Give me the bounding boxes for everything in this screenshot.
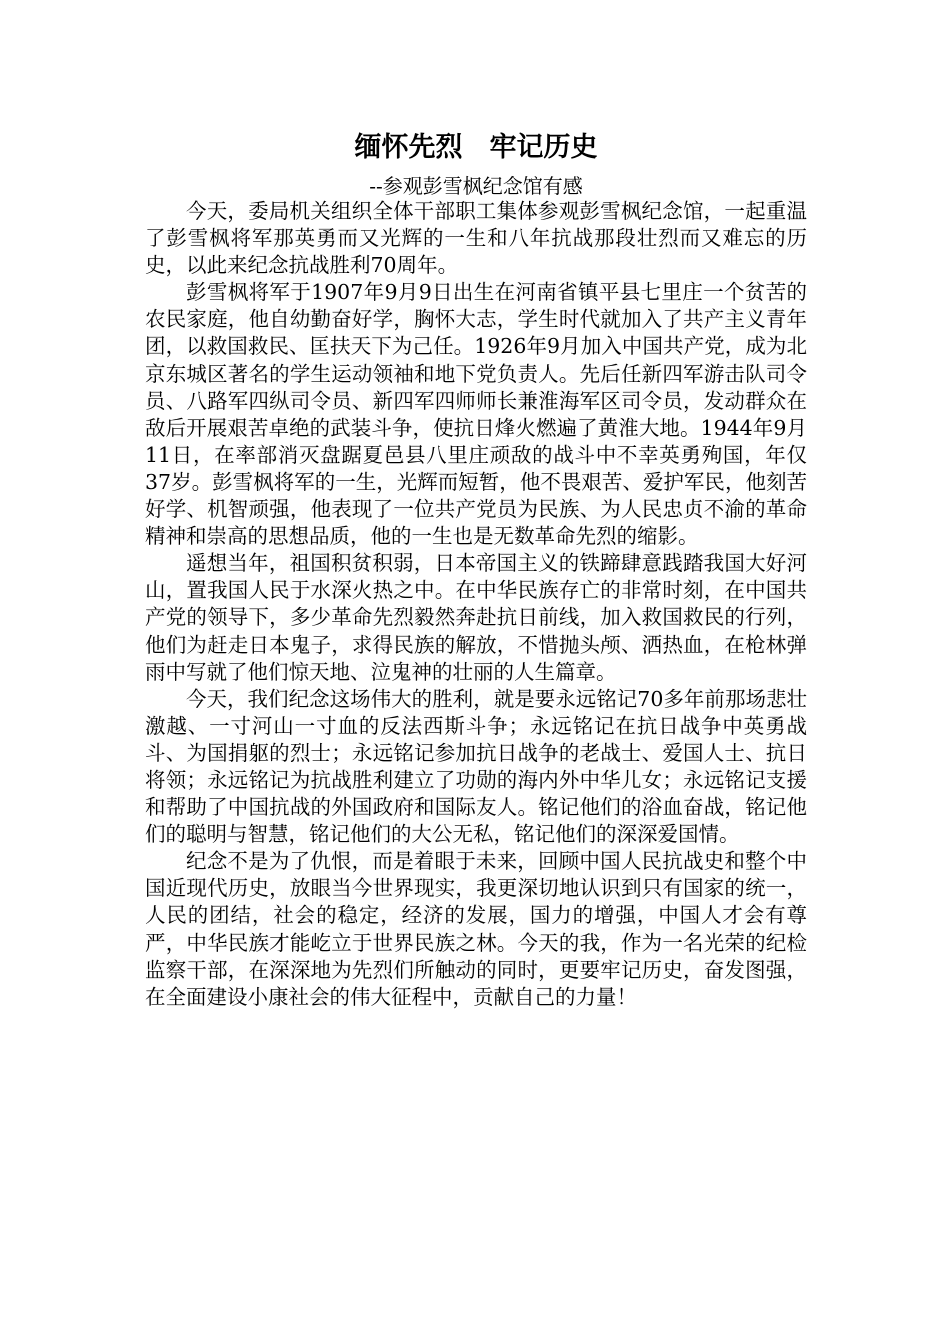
paragraph-history: 遥想当年，祖国积贫积弱，日本帝国主义的铁蹄肆意践踏我国大好河山，置我国人民于水深火热之中。在中华民族存亡的非常时刻，在中国共产党的领导下，多少革命先烈毅然奔赴抗日前线，加入救国救民的行列，他们为赶走日本鬼子，求得民族的解放，不惜抛头颅、洒热血，在枪林弹雨中写就了他们惊天地、泣鬼神的壮丽的人生篇章。	[145, 551, 807, 684]
paragraph-biography: 彭雪枫将军于1907年9月9日出生在河南省镇平县七里庄一个贫苦的农民家庭，他自幼勤奋好学，胸怀大志，学生时代就加入了共产主义青年团，以救国救民、匡扶天下为己任。1926年9月加入中国共产党，成为北京东城区著名的学生运动领袖和地下党负责人。先后任新四军游击队司令员、八路军四纵司令员、新四军四师师长兼淮海军区司令员，发动群众在敌后开展艰苦卓绝的武装斗争，使抗日烽火燃遍了黄淮大地。1944年9月11日，在率部消灭盘踞夏邑县八里庄顽敌的战斗中不幸英勇殉国，年仅37岁。彭雪枫将军的一生，光辉而短暂，他不畏艰苦、爱护军民，他刻苦好学、机智顽强，他表现了一位共产党员为民族、为人民忠贞不渝的革命精神和崇高的思想品质，他的一生也是无数革命先烈的缩影。	[145, 280, 807, 549]
page-title: 缅怀先烈 牢记历史	[354, 132, 598, 163]
paragraph-intro: 今天，委局机关组织全体干部职工集体参观彭雪枫纪念馆，一起重温了彭雪枫将军那英勇而又光辉的一生和八年抗战那段壮烈而又难忘的历史，以此来纪念抗战胜利70周年。	[145, 199, 807, 278]
paragraph-remembrance: 今天，我们纪念这场伟大的胜利，就是要永远铭记70多年前那场悲壮激越、一寸河山一寸血的反法西斯斗争；永远铭记在抗日战争中英勇战斗、为国捐躯的烈士；永远铭记参加抗日战争的老战士、爱国人士、抗日将领；永远铭记为抗战胜利建立了功勋的海内外中华儿女；永远铭记支援和帮助了中国抗战的外国政府和国际友人。铭记他们的浴血奋战，铭记他们的聪明与智慧，铭记他们的大公无私，铭记他们的深深爱国情。	[145, 686, 807, 847]
document-body	[145, 198, 807, 1011]
paragraph-conclusion: 纪念不是为了仇恨，而是着眼于未来，回顾中国人民抗战史和整个中国近现代历史，放眼当今世界现实，我更深切地认识到只有国家的统一，人民的团结，社会的稳定，经济的发展，国力的增强，中国人才会有尊严，中华民族才能屹立于世界民族之林。今天的我，作为一名光荣的纪检监察干部，在深深地为先烈们所触动的同时，更要牢记历史，奋发图强，在全面建设小康社会的伟大征程中，贡献自己的力量！	[145, 849, 807, 1009]
page-subtitle: --参观彭雪枫纪念馆有感	[369, 174, 583, 198]
